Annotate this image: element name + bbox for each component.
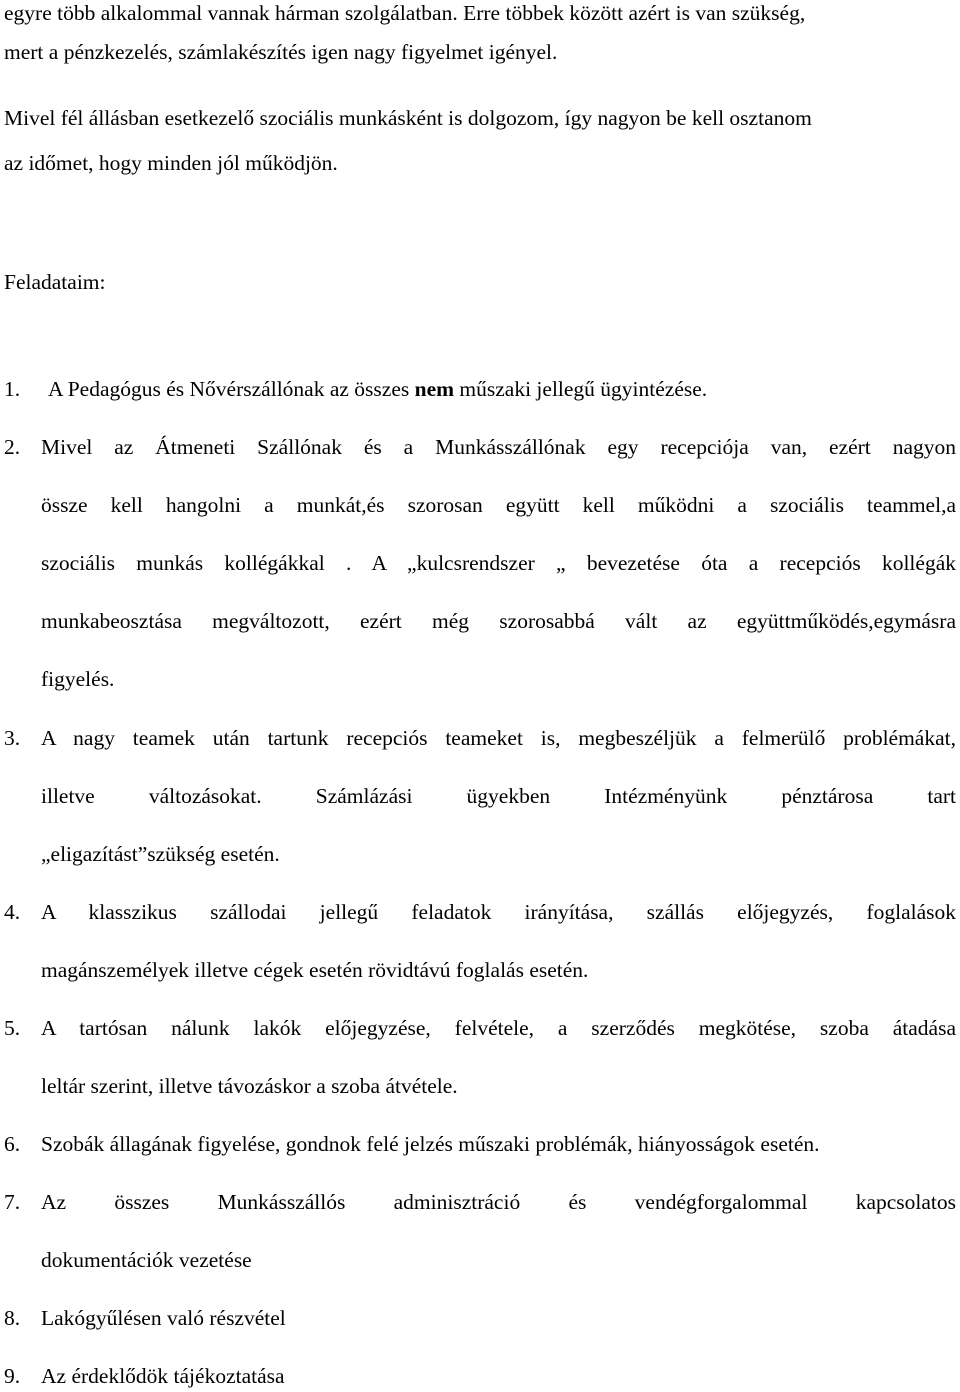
list-item-line: Az összes Munkásszállós adminisztráció és vendégforgalommal kapcsolatos bbox=[41, 1190, 956, 1214]
list-item-line: illetve változásokat. Számlázási ügyekben Intézményünk pénztárosa tart bbox=[41, 784, 956, 808]
list-item bbox=[4, 899, 956, 985]
list-item-text: A Pedagógus és Nővérszállónak az összes nem műszaki jellegű ügyintézése. bbox=[48, 377, 708, 401]
list-item-line: Mivel az Átmeneti Szállónak és a Munkásszállónak egy recepciója van, ezért nagyon bbox=[41, 435, 956, 459]
intro-line-3: Mivel fél állásban esetkezelő szociális munkásként is dolgozom, így nagyon be kell osztanom bbox=[4, 106, 812, 130]
list-item-number: 8. bbox=[4, 1306, 21, 1330]
list-item-number: 6. bbox=[4, 1132, 21, 1156]
list-item-line: A klasszikus szállodai jellegű feladatok irányítása, szállás előjegyzés, foglalások bbox=[41, 900, 956, 924]
list-item-line: A tartósan nálunk lakók előjegyzése, felvétele, a szerződés megkötése, szoba átadása bbox=[41, 1016, 956, 1040]
list-item-line: össze kell hangolni a munkát,és szorosan együtt kell működni a szociális teammel,a bbox=[41, 493, 956, 517]
list-item-line: Az érdeklődök tájékoztatása bbox=[41, 1364, 285, 1388]
list-item-line: Szobák állagának figyelése, gondnok felé jelzés műszaki problémák, hiányosságok esetén. bbox=[41, 1132, 820, 1156]
list-item-line: magánszemélyek illetve cégek esetén rövidtávú foglalás esetén. bbox=[41, 958, 589, 982]
list-item-line: leltár szerint, illetve távozáskor a szoba átvétele. bbox=[41, 1074, 458, 1098]
list-item-number: 2. bbox=[4, 435, 21, 459]
intro-line-2: mert a pénzkezelés, számlakészítés igen nagy figyelmet igényel. bbox=[4, 40, 558, 64]
list-item-line: munkabeosztása megváltozott, ezért még szorosabbá vált az együttműködés,egymásra bbox=[41, 609, 956, 633]
list-item bbox=[4, 1131, 956, 1159]
intro-line-1: egyre több alkalommal vannak hárman szolgálatban. Erre többek között azért is van szükség, bbox=[4, 1, 806, 25]
emphasis-text: nem bbox=[414, 377, 455, 401]
intro-line-4: az időmet, hogy minden jól működjön. bbox=[4, 151, 338, 175]
list-item-number: 9. bbox=[4, 1364, 21, 1388]
list-item bbox=[4, 376, 956, 402]
list-item bbox=[4, 1363, 956, 1391]
list-item-number: 4. bbox=[4, 900, 21, 924]
list-item-line: dokumentációk vezetése bbox=[41, 1248, 252, 1272]
list-item-line: „eligazítást”szükség esetén. bbox=[41, 842, 280, 866]
list-item-number: 3. bbox=[4, 726, 21, 750]
list-item bbox=[4, 725, 956, 869]
list-item bbox=[4, 434, 956, 694]
list-item bbox=[4, 1189, 956, 1275]
list-item-line: A nagy teamek után tartunk recepciós teameket is, megbeszéljük a felmerülő problémákat, bbox=[41, 726, 956, 750]
list-item-number: 5. bbox=[4, 1016, 21, 1040]
list-item bbox=[4, 1015, 956, 1101]
list-item-number: 7. bbox=[4, 1190, 21, 1214]
list-item-line: Lakógyűlésen való részvétel bbox=[41, 1306, 286, 1330]
list-item-line: figyelés. bbox=[41, 667, 115, 691]
list-item-number: 1. bbox=[4, 377, 21, 401]
section-heading: Feladataim: bbox=[4, 270, 106, 294]
list-item bbox=[4, 1305, 956, 1333]
list-item-line: szociális munkás kollégákkal . A „kulcsrendszer „ bevezetése óta a recepciós kollégák bbox=[41, 551, 956, 575]
